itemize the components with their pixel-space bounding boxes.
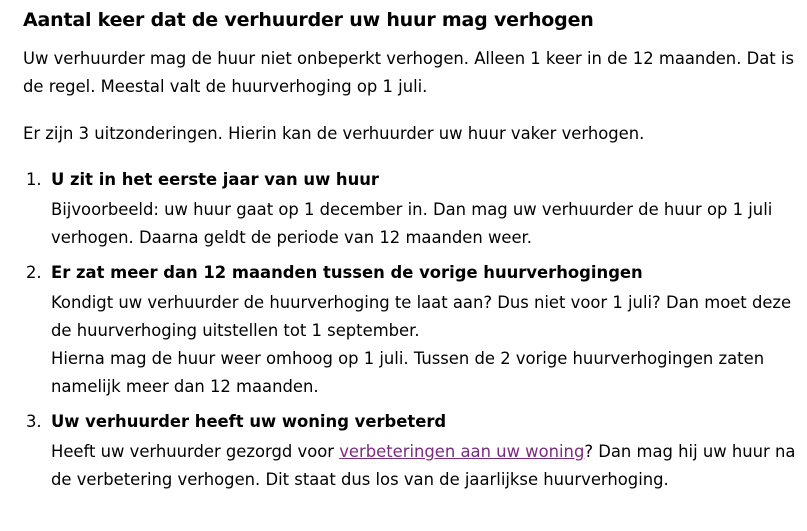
body-text-after-link: ? Dan mag hij uw huur na de verbetering verhogen. Dit staat dus los van de jaarlijkse huurverhoging.	[51, 442, 796, 489]
list-item-title: Er zat meer dan 12 maanden tussen de vorige huurverhogingen	[51, 263, 643, 282]
list-number: 3.	[26, 412, 42, 431]
list-item-title: Uw verhuurder heeft uw woning verbeterd	[51, 412, 447, 431]
list-number: 1.	[26, 170, 42, 189]
list-item	[23, 410, 807, 494]
list-item-title: U zit in het eerste jaar van uw huur	[51, 170, 380, 189]
exceptions-list	[23, 168, 807, 494]
section-heading: Aantal keer dat de verhuurder uw huur mag verhogen	[23, 9, 594, 31]
list-number: 2.	[26, 263, 42, 282]
body-text-before-link: Heeft uw verhuurder gezorgd voor	[51, 442, 340, 461]
list-item	[23, 168, 807, 252]
list-item	[23, 261, 807, 401]
improvements-link[interactable]: verbeteringen aan uw woning	[339, 442, 585, 461]
list-item-body-line: Hierna mag de huur weer omhoog op 1 juli. Tussen de 2 vorige huurverhogingen zaten namelijk meer dan 12 maanden.	[51, 349, 765, 396]
list-item-body: Bijvoorbeeld: uw huur gaat op 1 december in. Dan mag uw verhuurder de huur op 1 juli verhogen. Daarna geldt de periode van 12 maanden weer.	[51, 200, 773, 247]
list-item-body	[51, 289, 807, 401]
list-item-body-line: Kondigt uw verhuurder de huurverhoging te laat aan? Dus niet voor 1 juli? Dan moet deze de huurverhoging uitstellen tot 1 september.	[51, 293, 792, 340]
exceptions-intro-paragraph: Er zijn 3 uitzonderingen. Hierin kan de verhuurder uw huur vaker verhogen.	[23, 124, 645, 143]
list-item-body	[51, 438, 807, 494]
intro-paragraph: Uw verhuurder mag de huur niet onbeperkt verhogen. Alleen 1 keer in de 12 maanden. Dat is de regel. Meestal valt de huurverhoging op 1 juli.	[23, 49, 795, 96]
